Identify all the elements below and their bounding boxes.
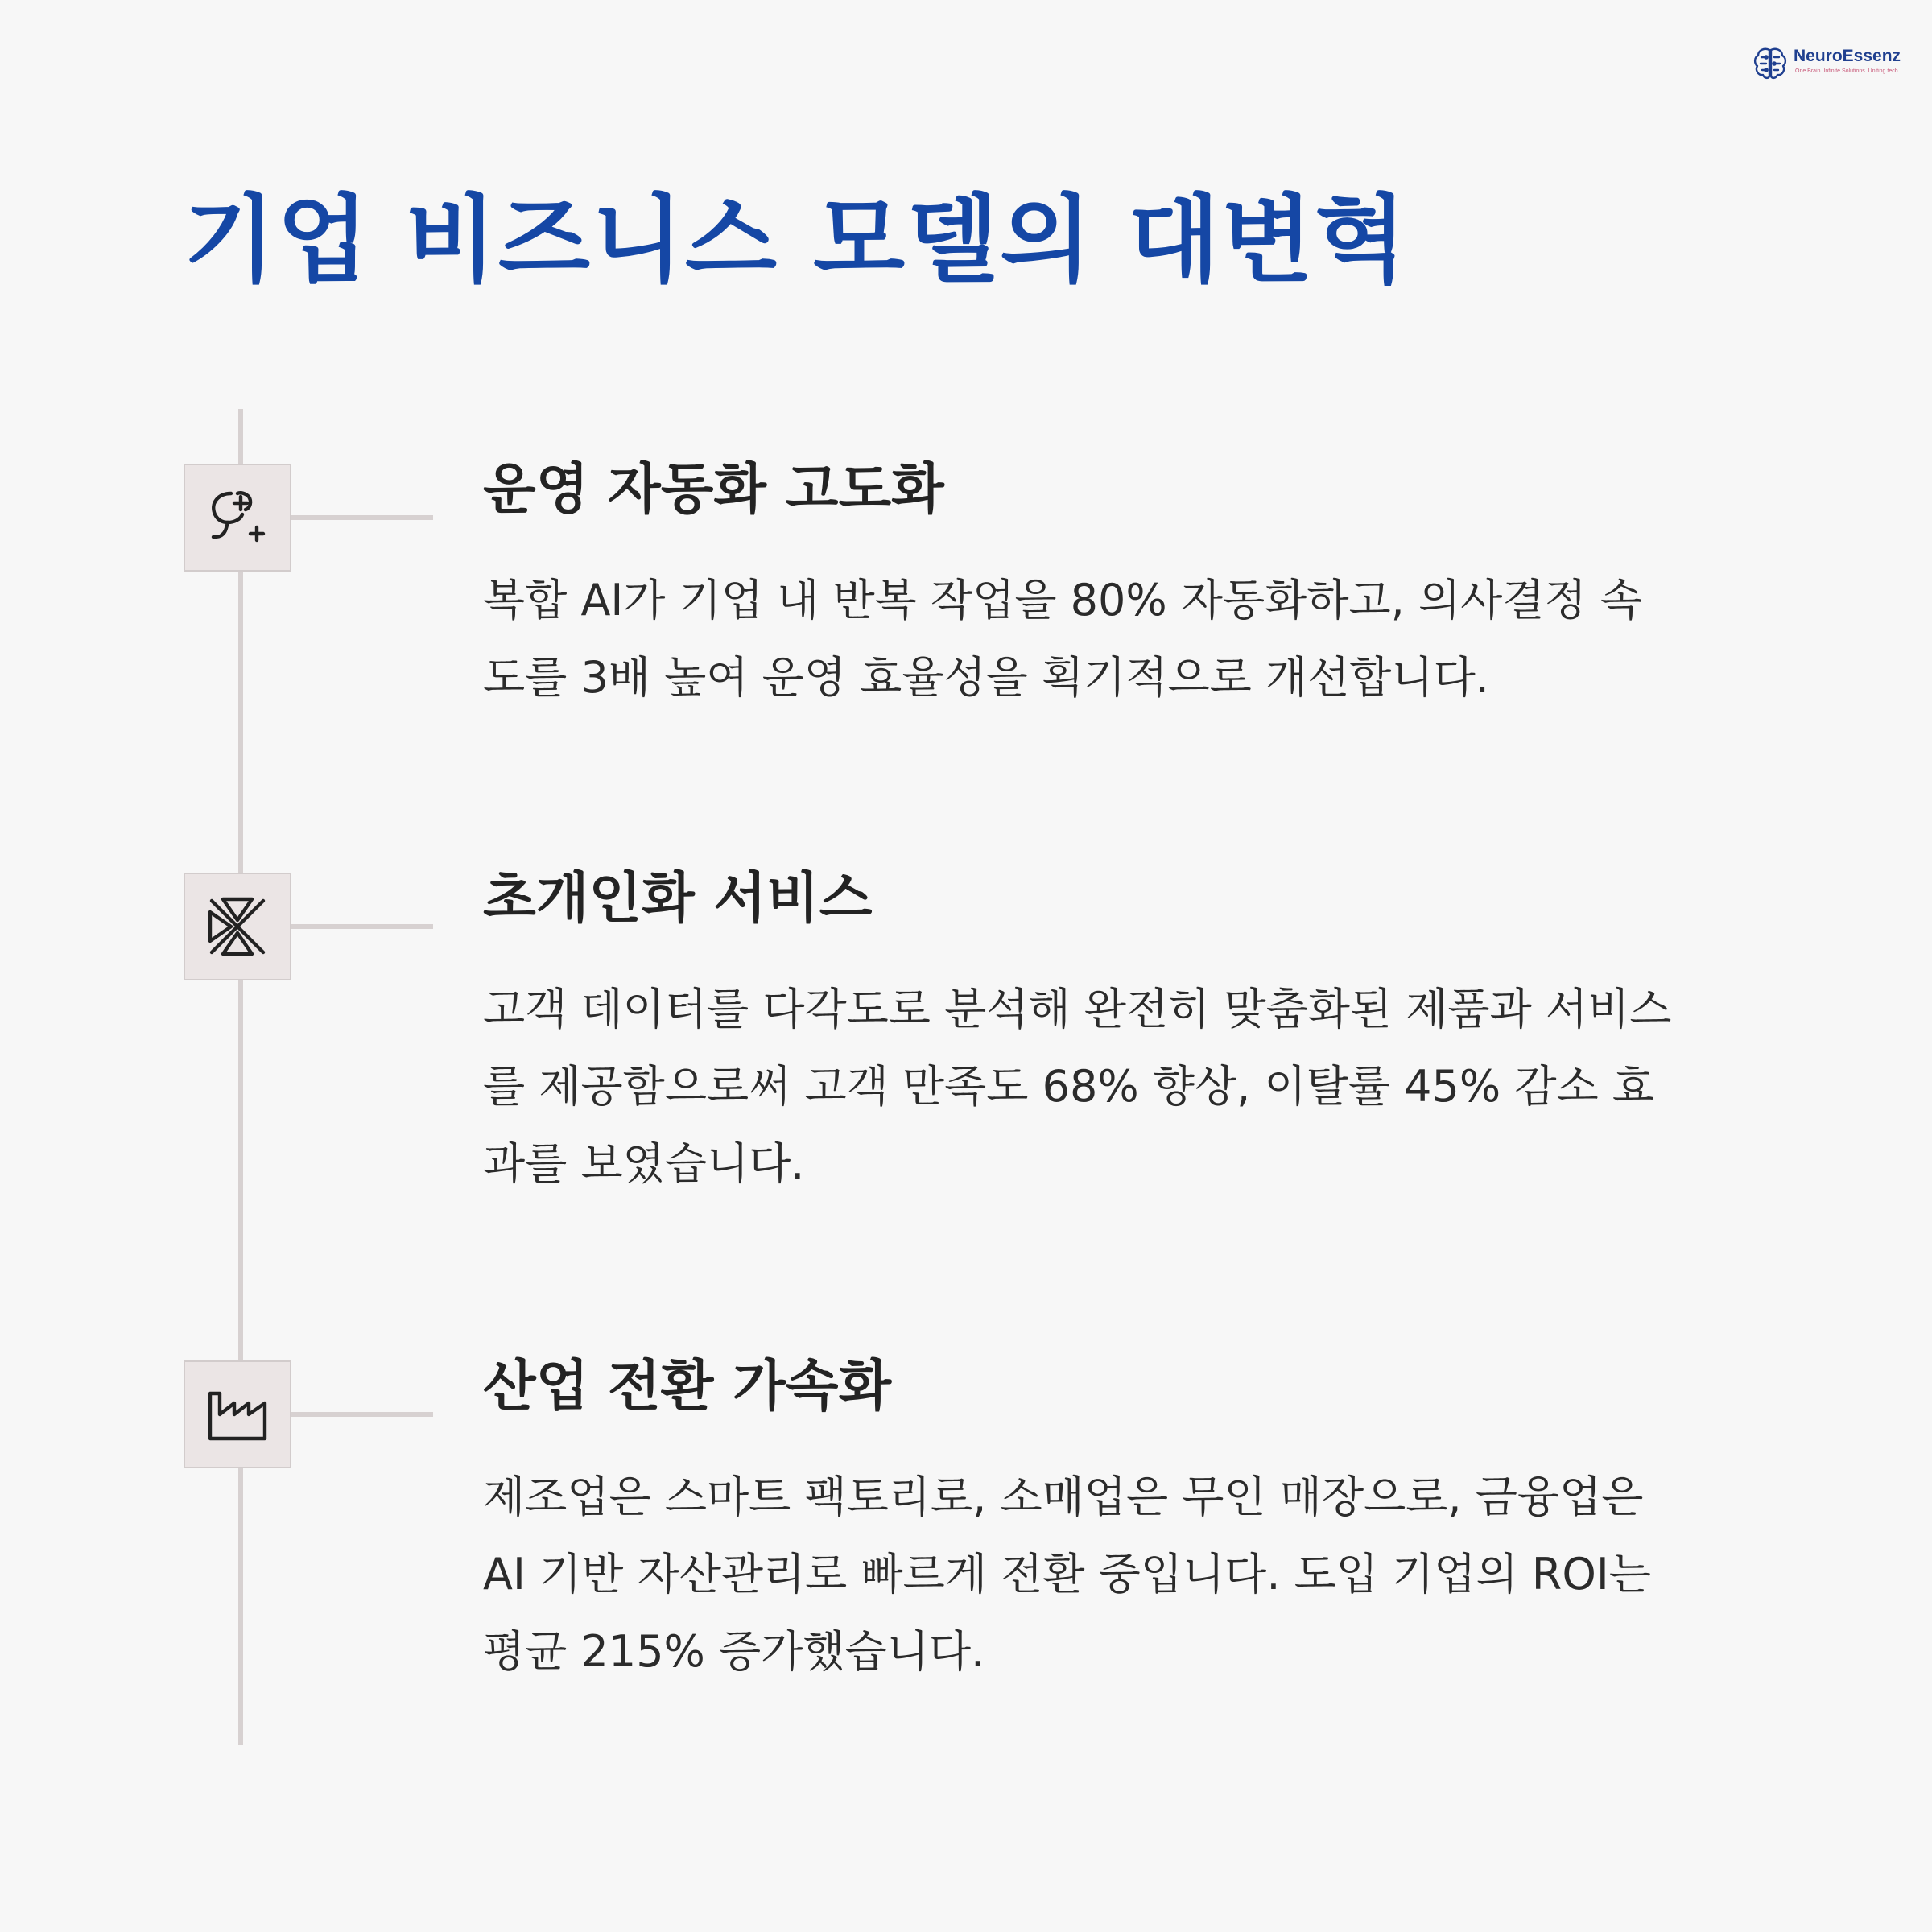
factory-icon xyxy=(199,1376,276,1453)
item-description xyxy=(483,1459,1787,1690)
item-heading: 산업 전환 가속화 xyxy=(483,1355,892,1418)
brand-logo xyxy=(1748,42,1909,84)
timeline-line xyxy=(238,409,243,1745)
timeline-connector xyxy=(291,1412,433,1417)
description-line: 고객 데이터를 다각도로 분석해 완전히 맞춤화된 제품과 서비스 xyxy=(483,984,1672,1034)
arrows-converge-icon xyxy=(199,888,276,965)
brain-plus-icon xyxy=(199,479,276,556)
timeline-connector xyxy=(291,515,433,520)
description-line: 복합 AI가 기업 내 반복 작업을 80% 자동화하고, 의사결정 속 xyxy=(483,575,1642,625)
description-line: AI 기반 자산관리로 빠르게 전환 중입니다. 도입 기업의 ROI는 xyxy=(483,1549,1651,1600)
description-line: 과를 보였습니다. xyxy=(483,1138,805,1189)
description-line: 평균 215% 증가했습니다. xyxy=(483,1626,985,1677)
brand-name: NeuroEssenz xyxy=(1794,47,1901,65)
description-line: 를 제공함으로써 고객 만족도 68% 향상, 이탈률 45% 감소 효 xyxy=(483,1061,1654,1112)
timeline-icon-box xyxy=(184,873,291,980)
brain-icon xyxy=(1752,45,1789,82)
item-description xyxy=(483,971,1787,1203)
page-title: 기업 비즈니스 모델의 대변혁 xyxy=(184,184,1409,295)
item-description xyxy=(483,562,1787,716)
timeline-connector xyxy=(291,924,433,929)
description-line: 도를 3배 높여 운영 효율성을 획기적으로 개선합니다. xyxy=(483,652,1489,703)
item-heading: 초개인화 서비스 xyxy=(483,867,873,931)
description-line: 제조업은 스마트 팩토리로, 소매업은 무인 매장으로, 금융업은 xyxy=(483,1472,1644,1522)
brand-tagline: One Brain. Infinite Solutions. Uniting tech xyxy=(1795,68,1898,74)
timeline-icon-box xyxy=(184,1360,291,1468)
timeline-icon-box xyxy=(184,464,291,572)
item-heading: 운영 자동화 고도화 xyxy=(483,458,944,522)
